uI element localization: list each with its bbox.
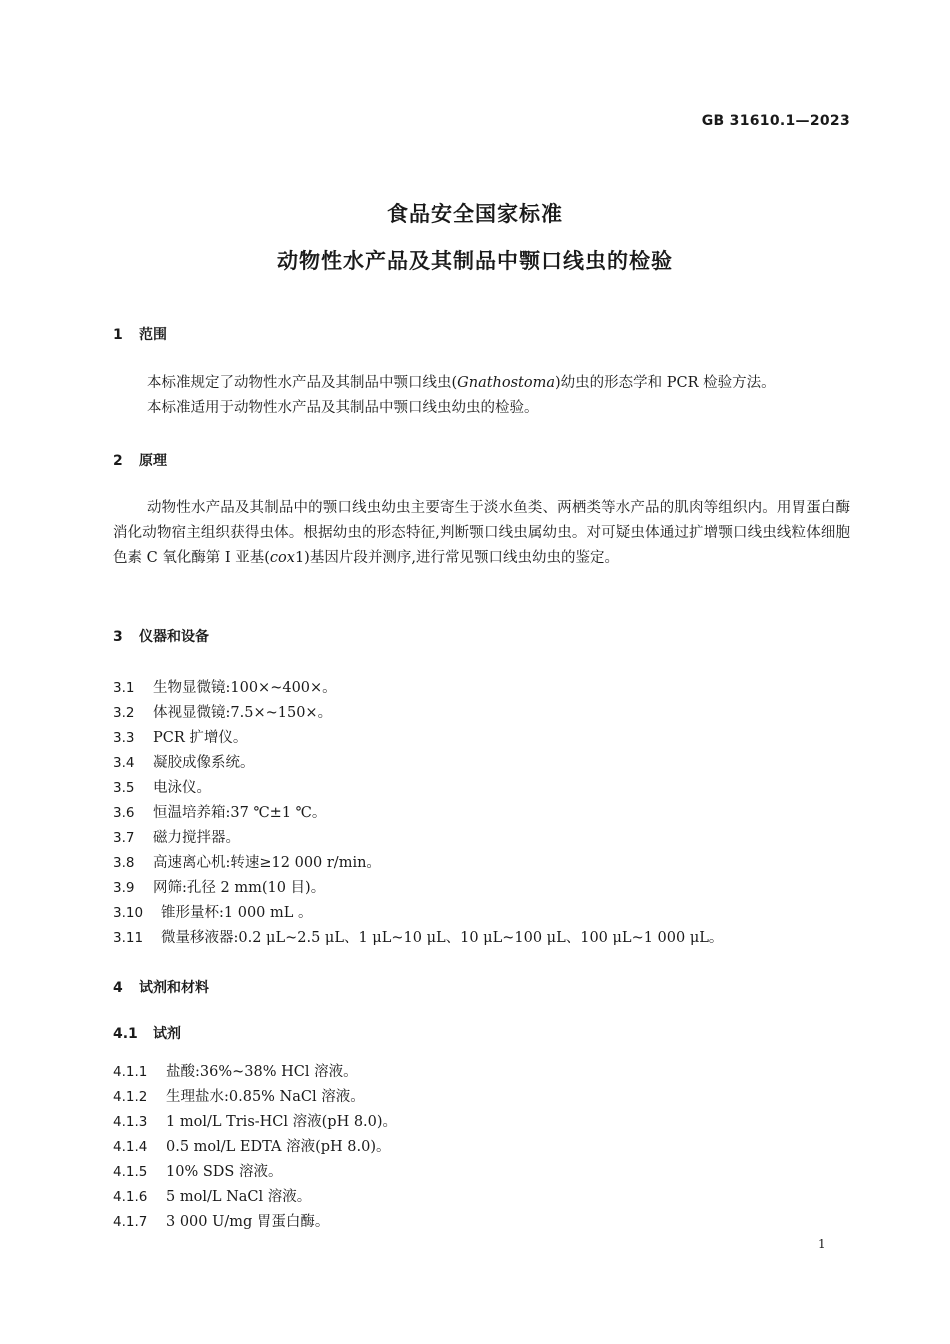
section-1-paragraph-1 [113,371,850,396]
italic-gene-name: cox [269,550,295,566]
subsection-number: 4.1 [113,1026,138,1042]
item-text: 电泳仪。 [153,780,211,796]
list-item [113,901,313,922]
item-text: 1 mol/L Tris-HCl 溶液(pH 8.0)。 [166,1114,398,1130]
item-text: 锥形量杯:1 000 mL 。 [161,905,313,921]
list-item [113,701,332,722]
section-title: 范围 [139,327,167,343]
text-run: 本标准规定了动物性水产品及其制品中颚口线虫( [147,375,458,391]
list-item [113,1210,329,1231]
text-run: )幼虫的形态学和 PCR 检验方法。 [555,375,776,391]
item-text: 10% SDS 溶液。 [166,1164,283,1180]
item-text: 体视显微镜:7.5×~150×。 [153,705,333,721]
item-number: 3.10 [113,905,144,921]
section-4-heading [113,977,209,997]
item-number: 4.1.2 [113,1089,148,1105]
list-item [113,1110,397,1131]
list-item [113,751,255,772]
item-text: 3 000 U/mg 胃蛋白酶。 [166,1214,330,1230]
text-run: 动物性水产品及其制品中的颚口线虫幼虫主要寄生于淡水鱼类、两栖类等水产品的肌肉等组织内。用胃蛋白酶消化动物宿主组织获得虫体。根据幼虫的形态特征,判断颚口线虫属幼虫。对可疑虫体通过扩增颚口线虫线粒体细胞色素 C 氧化酶第 I 亚基( [113,500,850,566]
section-number: 2 [113,453,123,469]
text-run: 1)基因片段并测序,进行常见颚口线虫幼虫的鉴定。 [294,550,619,566]
item-number: 3.8 [113,855,135,871]
page-subtitle: 动物性水产品及其制品中颚口线虫的检验 [277,249,673,273]
section-1-paragraph-2: 本标准适用于动物性水产品及其制品中颚口线虫幼虫的检验。 [147,400,539,416]
item-number: 4.1.6 [113,1189,148,1205]
item-text: 高速离心机:转速≥12 000 r/min。 [153,855,381,871]
list-item [113,676,337,697]
subsection-title: 试剂 [153,1026,181,1042]
item-number: 3.3 [113,730,135,746]
item-text: 凝胶成像系统。 [153,755,255,771]
item-text: 微量移液器:0.2 μL~2.5 μL、1 μL~10 μL、10 μL~100 μL、100 μL~1 000 μL。 [161,930,724,946]
list-item [113,1160,282,1181]
list-item [113,1060,358,1081]
list-item [113,826,240,847]
subsection-4-1-heading [113,1023,181,1043]
section-2-paragraph [113,496,850,571]
item-number: 3.9 [113,880,135,896]
standard-number: GB 31610.1—2023 [701,113,850,129]
item-text: 生物显微镜:100×~400×。 [153,680,337,696]
section-number: 4 [113,980,123,996]
section-title: 试剂和材料 [139,980,209,996]
item-text: 生理盐水:0.85% NaCl 溶液。 [166,1089,365,1105]
item-number: 3.5 [113,780,135,796]
list-item [113,1085,365,1106]
item-number: 3.11 [113,930,144,946]
item-number: 4.1.5 [113,1164,148,1180]
item-text: PCR 扩增仪。 [153,730,248,746]
page-title: 食品安全国家标准 [387,202,563,226]
list-item [113,926,723,947]
list-item [113,851,381,872]
list-item [113,1185,311,1206]
item-number: 4.1.1 [113,1064,148,1080]
item-text: 磁力搅拌器。 [153,830,240,846]
section-title: 原理 [139,453,167,469]
item-number: 3.4 [113,755,135,771]
page-number: 1 [818,1237,826,1251]
list-item [113,776,211,797]
item-number: 3.7 [113,830,135,846]
item-text: 5 mol/L NaCl 溶液。 [166,1189,312,1205]
section-3-heading [113,626,209,646]
list-item [113,726,247,747]
item-number: 4.1.3 [113,1114,148,1130]
section-2-heading [113,450,167,470]
item-text: 0.5 mol/L EDTA 溶液(pH 8.0)。 [166,1139,391,1155]
section-number: 1 [113,327,123,343]
section-1-heading [113,324,167,344]
list-item [113,1135,391,1156]
italic-genus-name: Gnathostoma [457,375,556,391]
list-item [113,801,326,822]
item-number: 3.2 [113,705,135,721]
item-text: 网筛:孔径 2 mm(10 目)。 [153,880,326,896]
section-number: 3 [113,629,123,645]
item-text: 恒温培养箱:37 ℃±1 ℃。 [153,805,327,821]
item-number: 4.1.4 [113,1139,148,1155]
list-item [113,876,325,897]
item-number: 4.1.7 [113,1214,148,1230]
item-text: 盐酸:36%~38% HCl 溶液。 [166,1064,358,1080]
section-title: 仪器和设备 [139,629,209,645]
item-number: 3.1 [113,680,135,696]
item-number: 3.6 [113,805,135,821]
